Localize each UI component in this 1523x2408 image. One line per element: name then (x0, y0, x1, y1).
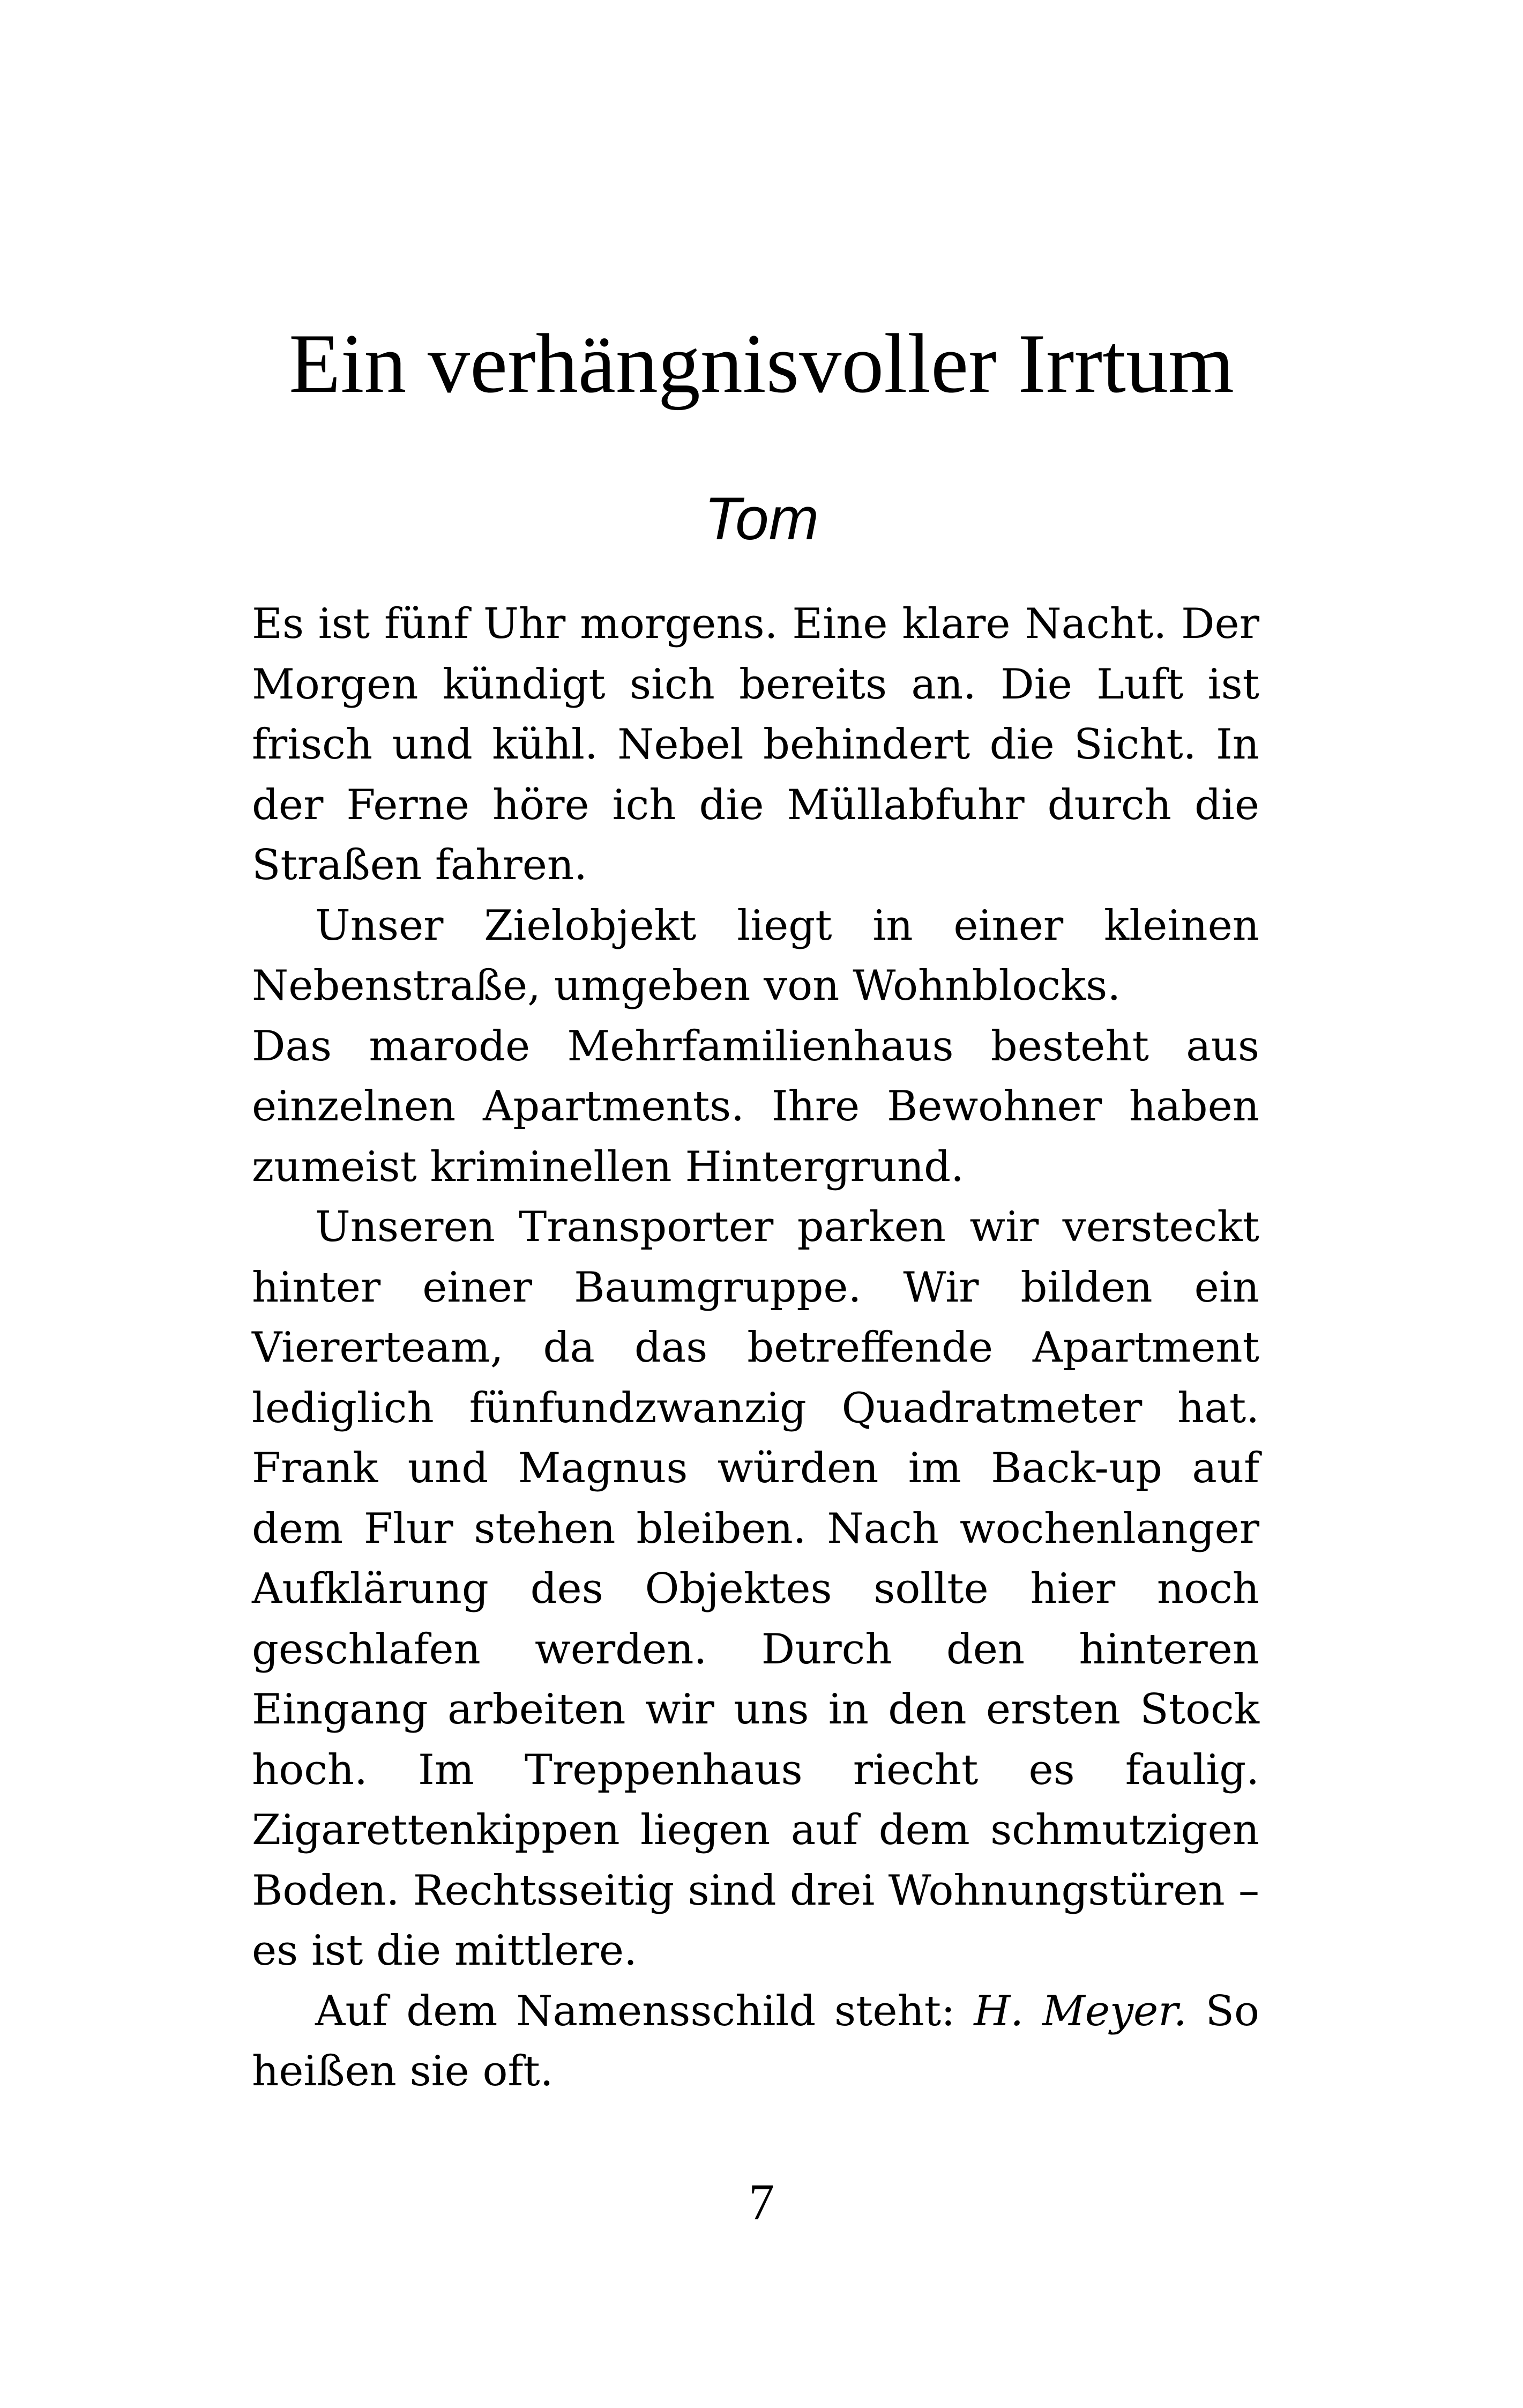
page-number: 7 (749, 2173, 774, 2231)
paragraph: Das marode Mehrfamilienhaus besteht aus einzelnen Apartments. Ihre Bewohner haben zumeist kriminellen Hintergrund. (252, 1022, 1259, 1191)
paragraph: Es ist fünf Uhr morgens. Eine klare Nacht. Der Morgen kündigt sich bereits an. Die Luft ist frisch und kühl. Nebel behindert die Sicht. In der Ferne höre ich die Müllabfuhr durch die Straßen fahren. (252, 600, 1259, 889)
paragraph: Unser Zielobjekt liegt in einer kleinen Nebenstraße, umgeben von Wohnblocks. (252, 901, 1259, 1010)
name-plate-text: H. Meyer. (974, 1987, 1187, 2035)
chapter-title: Ein verhängnisvoller Irrtum (289, 317, 1234, 411)
paragraph-text: Auf dem Namensschild steht: (315, 1987, 974, 2035)
paragraph (252, 1981, 1259, 2102)
paragraph: Unseren Transporter parken wir versteckt hinter einer Baumgruppe. Wir bilden ein Viererteam, da das betreffende Apartment lediglich fünfundzwanzig Quadratmeter hat. Frank und Magnus würden im Back-up auf dem Flur stehen bleiben. Nach wochenlanger Aufklärung des Objektes sollte hier noch geschlafen werden. Durch den hinteren Eingang arbeiten wir uns in den ersten Stock hoch. Im Treppenhaus riecht es faulig. Zigarettenkippen liegen auf dem schmutzigen Boden. Rechtsseitig sind drei Wohnungstüren – es ist die mittlere. (252, 1203, 1259, 1975)
narrator-heading: Tom (704, 485, 819, 552)
body-text (252, 594, 1259, 2102)
paragraph-text: So heißen sie oft. (252, 1987, 1259, 2095)
